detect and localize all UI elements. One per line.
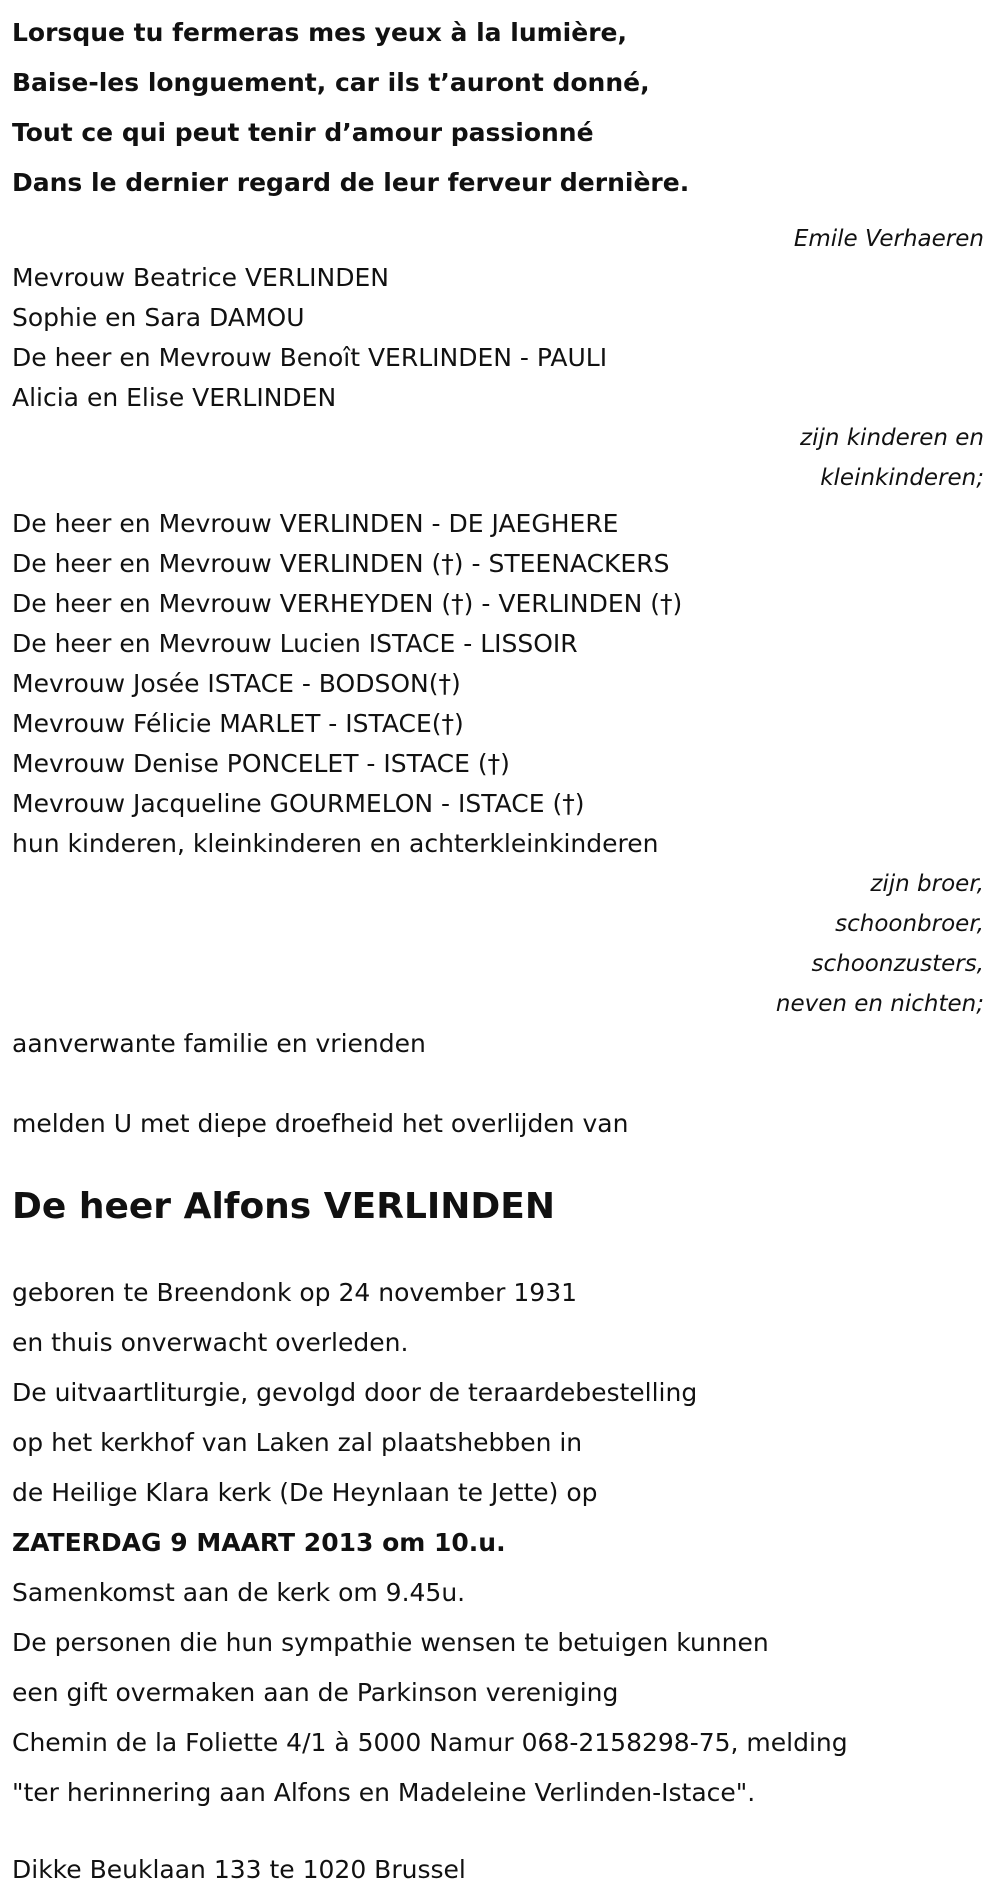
children-block [12,258,988,498]
children-relation-1: zijn kinderen en [800,425,984,451]
detail-funeral-date: ZATERDAG 9 MAART 2013 om 10.u. [12,1528,506,1557]
sibling-name-3: De heer en Mevrouw VERHEYDEN (†) - VERLINDEN (†) [12,589,683,618]
siblings-relation-1: zijn broer, [870,871,984,897]
detail-church: de Heilige Klara kerk (De Heynlaan te Jette) op [12,1478,598,1507]
sibling-name-2: De heer en Mevrouw VERLINDEN (†) - STEENACKERS [12,549,670,578]
detail-birth: geboren te Breendonk op 24 november 1931 [12,1278,578,1307]
child-name-4: Alicia en Elise VERLINDEN [12,383,337,412]
home-address: Dikke Beuklaan 133 te 1020 Brussel [12,1855,466,1884]
child-name-3: De heer en Mevrouw Benoît VERLINDEN - PAULI [12,343,608,372]
poem-line-3: Tout ce qui peut tenir d’amour passionné [12,118,594,147]
sibling-name-6: Mevrouw Félicie MARLET - ISTACE(†) [12,709,464,738]
sibling-name-8: Mevrouw Jacqueline GOURMELON - ISTACE (†) [12,789,585,818]
details-block [12,1268,988,1818]
detail-sympathy: De personen die hun sympathie wensen te betuigen kunnen [12,1628,769,1657]
detail-gathering: Samenkomst aan de kerk om 9.45u. [12,1578,466,1607]
siblings-relation-3: schoonzusters, [811,951,984,977]
sibling-name-4: De heer en Mevrouw Lucien ISTACE - LISSOIR [12,629,578,658]
child-name-2: Sophie en Sara DAMOU [12,303,305,332]
poem-attribution-row [12,224,988,254]
siblings-block [12,504,988,1024]
extended-family-line: aanverwante familie en vrienden [12,1029,426,1058]
child-name-1: Mevrouw Beatrice VERLINDEN [12,263,389,292]
siblings-relation-4: neven en nichten; [775,991,984,1017]
siblings-relation-2: schoonbroer, [835,911,984,937]
sibling-descendants: hun kinderen, kleinkinderen en achterkleinkinderen [12,829,659,858]
detail-cemetery: op het kerkhof van Laken zal plaatshebben in [12,1428,583,1457]
announcement-line: melden U met diepe droefheid het overlijden van [12,1109,629,1138]
sibling-name-5: Mevrouw Josée ISTACE - BODSON(†) [12,669,461,698]
detail-donation-mention: "ter herinnering aan Alfons en Madeleine Verlinden-Istace". [12,1778,756,1807]
poem-block [12,0,988,208]
sibling-name-7: Mevrouw Denise PONCELET - ISTACE (†) [12,749,510,778]
children-relation-2: kleinkinderen; [820,465,984,491]
detail-donation: een gift overmaken aan de Parkinson vereniging [12,1678,619,1707]
sibling-name-1: De heer en Mevrouw VERLINDEN - DE JAEGHERE [12,509,619,538]
poem-line-1: Lorsque tu fermeras mes yeux à la lumière, [12,18,627,47]
detail-donation-address: Chemin de la Foliette 4/1 à 5000 Namur 068-2158298-75, melding [12,1728,848,1757]
poem-author: Emile Verhaeren [793,226,984,252]
poem-line-4: Dans le dernier regard de leur ferveur dernière. [12,168,690,197]
detail-liturgy: De uitvaartliturgie, gevolgd door de teraardebestelling [12,1378,698,1407]
poem-line-2: Baise-les longuement, car ils t’auront donné, [12,68,650,97]
detail-death: en thuis onverwacht overleden. [12,1328,409,1357]
deceased-name: De heer Alfons VERLINDEN [12,1186,556,1227]
